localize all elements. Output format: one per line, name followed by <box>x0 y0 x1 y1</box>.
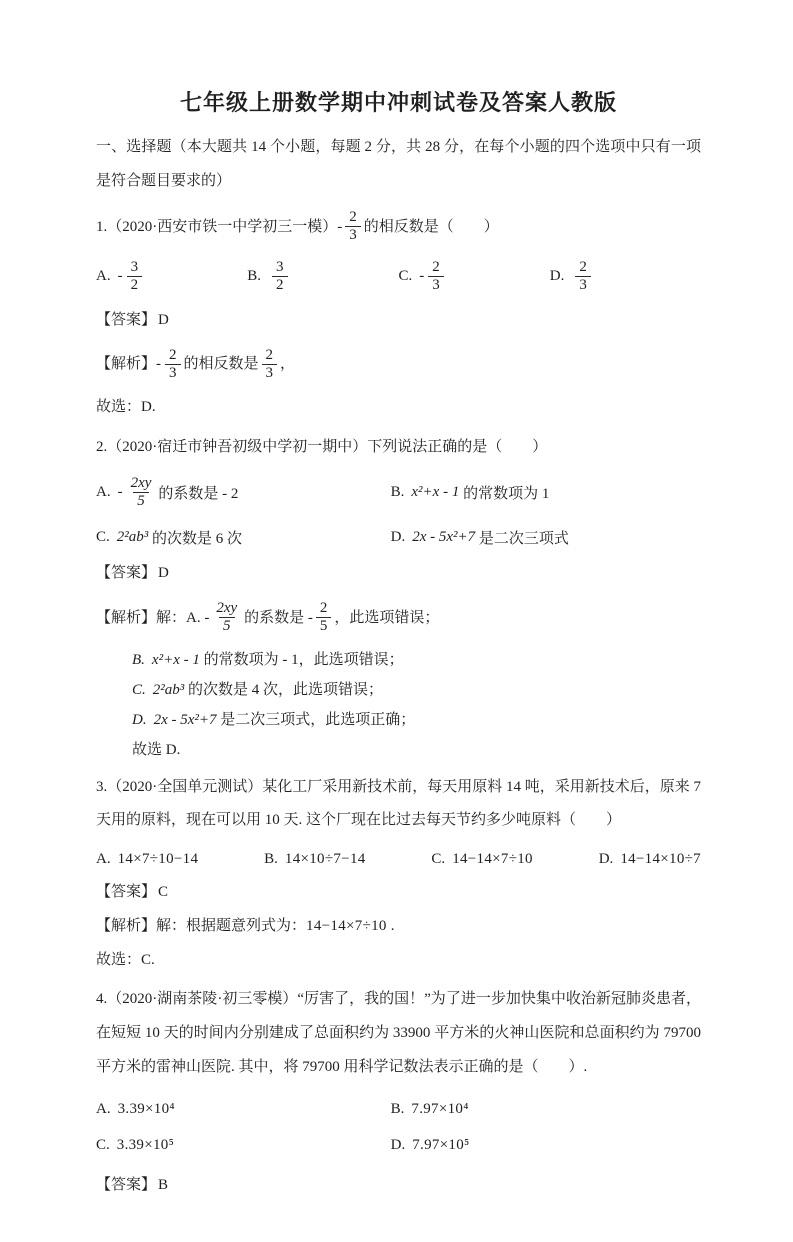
option-a <box>96 1101 391 1118</box>
answer-value: B <box>158 1176 169 1193</box>
question-2-explanation-d <box>132 705 701 735</box>
fraction <box>316 600 332 636</box>
fraction-numerator: 2 <box>349 208 357 225</box>
fraction-numerator: 2 <box>432 258 440 275</box>
fraction <box>272 259 288 295</box>
question-1-stem-suffix: 的相反数是（ ） <box>363 218 499 235</box>
question-3-answer <box>96 876 701 910</box>
explanation-text: 的常数项为 - 1，此选项错误； <box>203 651 404 668</box>
fraction-denominator: 3 <box>262 364 278 382</box>
question-2 <box>96 431 701 765</box>
fraction <box>262 347 278 383</box>
question-3-stem: 3.（2020·全国单元测试）某化工厂采用新技术前，每天用原料 14 吨，采用新技术后，原来 7 天用的原料，现在可以用 10 天. 这个厂现在比过去每天节约多少吨原料（ ） <box>96 778 701 829</box>
option-label: A. <box>96 851 111 867</box>
option-label: C. <box>96 529 110 546</box>
option-math: 2²ab³ <box>116 529 149 546</box>
answer-value: D <box>158 564 169 581</box>
answer-tag: 【答案】 <box>96 1176 157 1193</box>
fraction-numerator: 2 <box>579 258 587 275</box>
option-label: D. <box>390 529 406 546</box>
fraction-denominator: 3 <box>575 276 591 294</box>
question-4-options-row2 <box>96 1129 701 1163</box>
fraction <box>575 259 591 295</box>
option-expression: 14−14×7÷10 <box>452 851 533 867</box>
minus-sign: - <box>117 484 123 501</box>
fraction-numerator: 2xy <box>130 475 152 491</box>
question-1-explanation <box>96 342 701 386</box>
question-1-conclusion: 故选：D. <box>96 399 156 416</box>
option-label: C. <box>132 681 146 698</box>
question-2-answer <box>96 557 701 591</box>
fraction <box>428 259 444 295</box>
answer-tag: 【答案】 <box>96 884 157 900</box>
question-1-stem <box>96 205 701 249</box>
fraction-denominator: 5 <box>316 617 332 635</box>
section-heading: 一、选择题（本大题共 14 个小题，每题 2 分，共 28 分，在每个小题的四个选项中只有一项是符合题目要求的） <box>96 139 701 189</box>
question-2-options-row2 <box>96 521 701 555</box>
question-3-explanation <box>96 910 701 944</box>
option-label: D. <box>549 268 565 284</box>
question-4-options-row1 <box>96 1093 701 1127</box>
question-2-explanation-c <box>132 675 701 705</box>
option-label: C. <box>96 1137 110 1153</box>
fraction <box>127 259 143 295</box>
option-expression: 7.97×10⁴ <box>411 1101 469 1117</box>
question-4-stem: 4.（2020·湖南茶陵·初三零模）“厉害了，我的国！”为了进一步加快集中收治新冠肺炎患者，在短短 10 天的时间内分别建成了总面积约为 33900 平方米的火神山医院和总面积约为 79700 平方米的雷神山医院. 其中，将 79700 用科学记数法表示正确的是（ ）. <box>96 991 701 1075</box>
page-title: 七年级上册数学期中冲刺试卷及答案人教版 <box>179 90 617 115</box>
option-label: B. <box>247 268 262 284</box>
fraction <box>212 600 241 636</box>
option-label: C. <box>431 851 446 867</box>
option-d <box>391 1137 701 1154</box>
minus-sign: - <box>419 268 425 284</box>
explanation-text: ， <box>280 356 296 373</box>
option-c <box>96 1137 391 1154</box>
fraction-denominator: 3 <box>428 276 444 294</box>
fraction-numerator: 3 <box>130 258 139 275</box>
fraction <box>127 475 156 511</box>
fraction-denominator: 2 <box>127 276 143 294</box>
fraction-denominator: 3 <box>165 364 181 382</box>
question-2-stem: 2.（2020·宿迁市钟吾初级中学初一期中）下列说法正确的是（ ） <box>96 439 548 455</box>
explanation-math: x²+x - 1 <box>151 651 200 668</box>
fraction-denominator: 3 <box>345 226 361 244</box>
answer-tag: 【答案】 <box>96 311 157 328</box>
option-expression: 14−14×10÷7 <box>620 851 701 867</box>
option-label: D. <box>598 851 614 867</box>
question-1-answer <box>96 304 701 338</box>
explanation-text: 的次数是 4 次，此选项错误； <box>188 681 384 698</box>
option-a <box>96 844 198 874</box>
question-2-conclusion: 故选 D. <box>132 741 181 758</box>
option-b <box>391 482 701 503</box>
explanation-tag: 【解析】 <box>96 917 157 934</box>
option-text: 是二次三项式 <box>478 531 569 548</box>
option-label: A. <box>96 484 111 501</box>
option-expression: 14×7÷10−14 <box>117 851 199 867</box>
option-label: D. <box>390 1137 406 1153</box>
option-label: B. <box>264 851 278 867</box>
option-label: D. <box>132 711 147 728</box>
option-label: B. <box>132 651 145 668</box>
explanation-text: 解：A. - <box>156 609 210 626</box>
option-b <box>264 844 365 874</box>
explanation-tag: 【解析】 <box>96 356 157 373</box>
option-d <box>599 844 701 874</box>
option-c <box>431 844 532 874</box>
question-1-options <box>96 254 701 300</box>
explanation-text: 解：根据题意列式为： <box>156 917 307 934</box>
option-d <box>391 527 701 548</box>
answer-tag: 【答案】 <box>96 564 157 581</box>
answer-value: C <box>158 884 169 900</box>
fraction-denominator: 2 <box>272 276 288 294</box>
fraction-numerator: 2 <box>319 599 328 616</box>
explanation-text: 的系数是 - <box>244 609 313 626</box>
option-text: 的系数是 - 2 <box>158 486 239 503</box>
option-label: C. <box>398 268 413 284</box>
question-1 <box>96 205 701 426</box>
explanation-text: 是二次三项式，此选项正确； <box>220 711 416 728</box>
option-label: A. <box>96 268 111 284</box>
option-c <box>96 527 391 548</box>
option-c <box>399 259 550 295</box>
option-b <box>391 1101 701 1118</box>
explanation-math: 2²ab³ <box>152 681 185 698</box>
question-3 <box>96 771 701 978</box>
option-text: 的次数是 6 次 <box>152 531 243 548</box>
explanation-tag: 【解析】 <box>96 609 157 626</box>
minus-sign: - <box>156 356 162 373</box>
option-label: B. <box>390 484 405 501</box>
fraction <box>165 347 181 383</box>
fraction-numerator: 3 <box>276 258 284 275</box>
option-expression: 3.39×10⁴ <box>117 1101 175 1117</box>
fraction-denominator: 5 <box>133 492 149 510</box>
minus-sign: - <box>117 268 123 284</box>
question-2-explanation-a <box>96 596 701 640</box>
option-label: A. <box>96 1101 111 1117</box>
answer-value: D <box>158 311 169 328</box>
fraction-denominator: 5 <box>219 617 235 635</box>
option-expression: 7.97×10⁵ <box>412 1137 470 1153</box>
question-4 <box>96 983 701 1202</box>
option-a <box>96 475 391 511</box>
fraction-numerator: 2xy <box>216 599 238 616</box>
explanation-expression: 14−14×7÷10 . <box>306 917 395 934</box>
question-2-explanation-b <box>132 645 701 675</box>
option-expression: 14×10÷7−14 <box>284 851 366 867</box>
option-d <box>550 259 701 295</box>
option-math: x²+x - 1 <box>411 484 460 501</box>
option-math: 2x - 5x²+7 <box>412 529 476 546</box>
question-1-stem-text: 1.（2020·西安市铁一中学初三一模）- <box>96 218 343 235</box>
explanation-text: 的相反数是 <box>183 356 259 373</box>
question-3-options <box>96 844 701 874</box>
option-expression: 3.39×10⁵ <box>116 1137 175 1153</box>
question-3-conclusion: 故选：C. <box>96 951 155 968</box>
fraction-numerator: 2 <box>265 346 274 363</box>
fraction <box>345 209 361 245</box>
option-b <box>247 259 398 295</box>
option-text: 的常数项为 1 <box>463 486 550 503</box>
question-4-answer <box>96 1169 701 1203</box>
question-2-options-row1 <box>96 467 701 519</box>
explanation-text: ，此选项错误； <box>334 609 440 626</box>
option-a <box>96 259 247 295</box>
fraction-numerator: 2 <box>169 346 177 363</box>
explanation-math: 2x - 5x²+7 <box>153 711 217 728</box>
option-label: B. <box>390 1101 405 1117</box>
